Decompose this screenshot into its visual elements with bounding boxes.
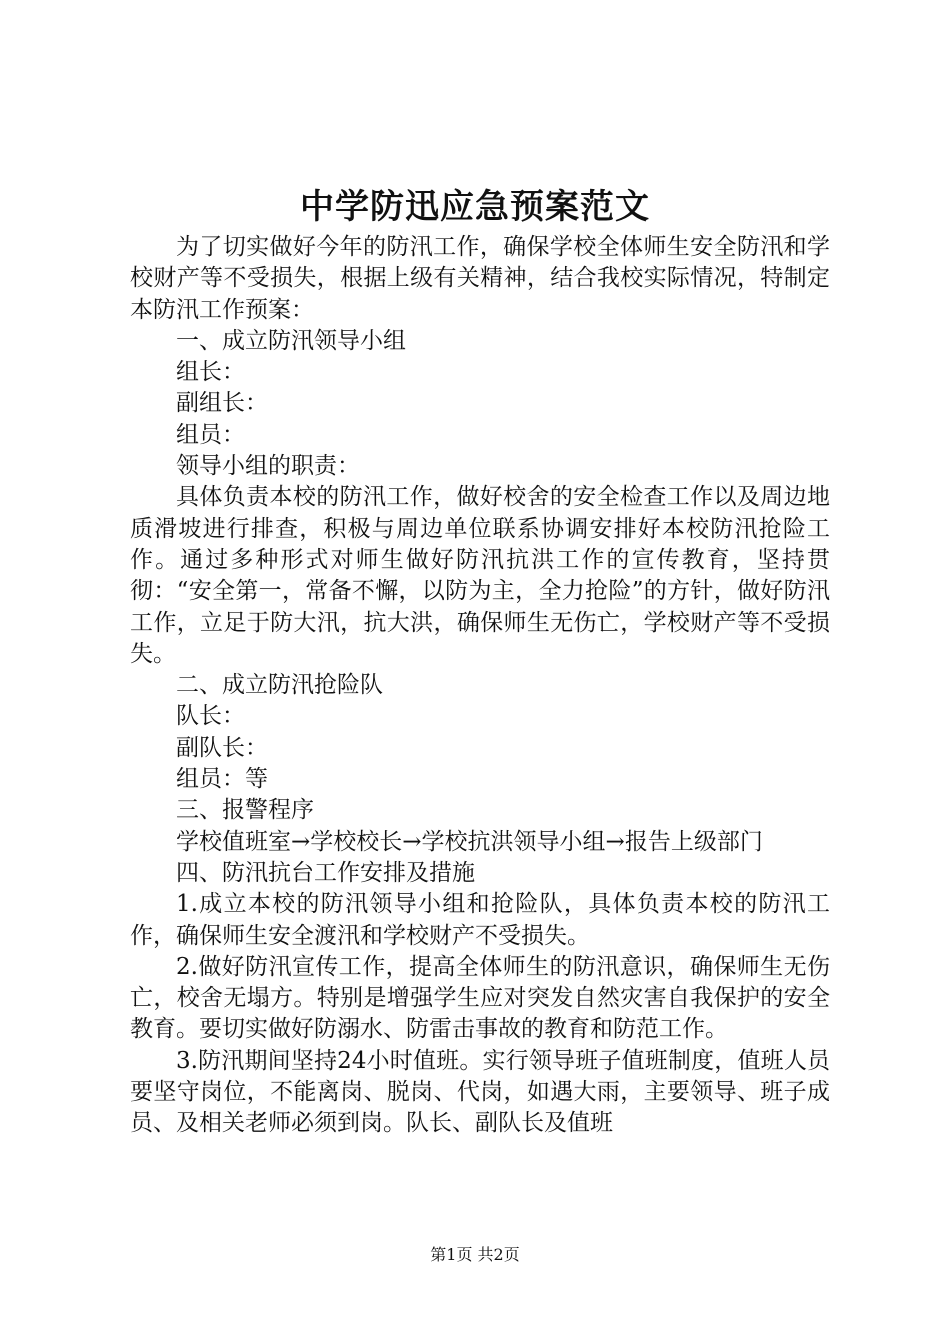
intro-paragraph: 为了切实做好今年的防汛工作，确保学校全体师生安全防汛和学校财产等不受损失，根据上级有关精神，结合我校实际情况，特制定本防汛工作预案： — [130, 234, 830, 323]
document-body — [130, 232, 830, 1140]
page-footer: 第1页 共2页 — [430, 1245, 520, 1264]
field-line: 副组长： — [176, 390, 268, 417]
numbered-paragraph: 3.防汛期间坚持24小时值班。实行领导班子值班制度，值班人员要坚守岗位，不能离岗、脱岗、代岗，如遇大雨，主要领导、班子成员、及相关老师必须到岗。队长、副队长及值班 — [130, 1047, 830, 1137]
section-heading: 四、防汛抗台工作安排及措施 — [176, 859, 475, 886]
field-line: 队长： — [176, 703, 245, 730]
numbered-paragraph: 1.成立本校的防汛领导小组和抢险队，具体负责本校的防汛工作，确保师生安全渡汛和学校财产不受损失。 — [130, 891, 830, 949]
field-line: 组员：等 — [176, 766, 268, 793]
document-title: 中学防迅应急预案范文 — [300, 187, 650, 227]
body-paragraph: 学校值班室→学校校长→学校抗洪领导小组→报告上级部门 — [176, 828, 763, 855]
field-line: 组长： — [176, 359, 245, 386]
field-line: 组员： — [176, 421, 245, 448]
section-heading: 一、成立防汛领导小组 — [176, 327, 406, 354]
field-line: 领导小组的职责： — [176, 453, 360, 480]
section-heading: 二、成立防汛抢险队 — [176, 672, 383, 699]
numbered-paragraph: 2.做好防汛宣传工作，提高全体师生的防汛意识，确保师生无伤亡，校舍无塌方。特别是增强学生应对突发自然灾害自我保护的安全教育。要切实做好防溺水、防雷击事故的教育和防范工作。 — [130, 953, 830, 1043]
section-heading: 三、报警程序 — [176, 797, 314, 824]
field-line: 副队长： — [176, 734, 268, 761]
body-paragraph: 具体负责本校的防汛工作，做好校舍的安全检查工作以及周边地质滑坡进行排查，积极与周边单位联系协调安排好本校防汛抢险工作。通过多种形式对师生做好防汛抗洪工作的宣传教育，坚持贯彻：“安全第一，常备不懈，以防为主，全力抢险”的方针，做好防汛工作，立足于防大汛，抗大洪，确保师生无伤亡，学校财产等不受损失。 — [130, 484, 830, 667]
